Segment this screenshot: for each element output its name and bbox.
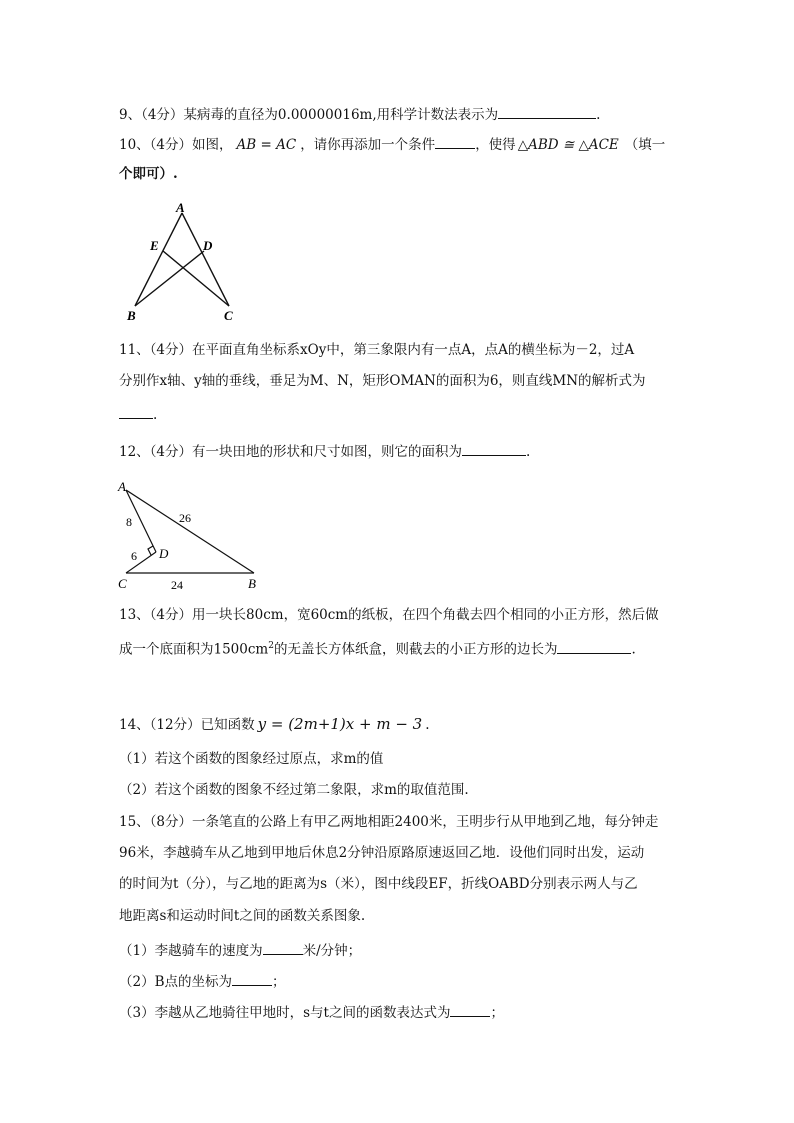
math-expression: △ABD ≅ △ACE [517,137,619,153]
question-score: （12分） [149,717,201,733]
segment-ab [135,213,182,306]
math-expression: y = (2m+1)x + m − 3 [257,715,423,733]
question-number: 14、 [119,717,150,733]
question-text: 一条笔直的公路上有甲乙两地相距2400米，王明步行从甲地到乙地，每分钟走 [192,814,659,830]
question-text: ； [272,974,286,990]
question-text: （填一 [624,137,666,153]
question-score: （4分） [149,444,193,460]
question-text: 已知函数 [200,717,255,733]
question-text: 用一块长80cm，宽60cm的纸板，在四个角截去四个相同的小正方形，然后做 [192,607,659,623]
question-number: 12、 [119,444,150,460]
question-12 [119,441,530,462]
question-text: . [596,107,601,123]
label-d: D [203,238,213,253]
length-ab: 26 [179,511,191,525]
question-score: （4分） [141,107,184,123]
question-text: ； [490,1005,504,1021]
question-text: . [631,641,636,658]
question-number: 9、 [119,107,142,123]
question-11 [119,340,634,360]
segment-ab [126,490,254,573]
question-text: . [526,444,531,460]
length-ad: 8 [126,515,132,529]
question-13-line2 [119,636,636,660]
question-number: 11、 [119,342,150,358]
label-c: C [118,576,127,591]
question-text: ，使得 [475,137,516,153]
question-text: 成一个底面积为1500cm [119,641,269,658]
right-angle-mark [148,546,153,555]
answer-blank [450,1002,490,1017]
label-a: A [118,479,126,494]
question-text: . [425,717,430,733]
question-14-sub1: （1）若这个函数的图象经过原点，求m的值 [119,751,384,767]
question-number: 13、 [119,607,150,623]
answer-blank [232,971,272,986]
question-text: 在平面直角坐标系xOy中，第三象限内有一点A，点A的横坐标为－2，过A [192,342,635,358]
question-text: 某病毒的直径为0.00000016m,用科学计数法表示为 [183,107,499,123]
question-score: （8分） [149,814,193,830]
question-10 [119,134,665,155]
segment-ce [163,251,229,306]
question-9 [119,104,600,125]
question-number: 10、 [119,137,150,153]
answer-blank [557,639,631,654]
answer-blank [263,940,303,955]
question-text: （3）李越从乙地骑往甲地时，s与t之间的函数表达式为 [119,1005,451,1021]
length-cb: 24 [171,578,183,592]
answer-blank [435,134,475,149]
label-c: C [224,308,233,323]
question-text: （1）李越骑车的速度为 [119,943,263,959]
superscript: 2 [268,641,274,651]
question-10-line2: 个即可）. [119,166,178,182]
question-14-sub2: （2）若这个函数的图象不经过第二象限，求m的取值范围. [119,782,469,798]
question-13 [119,605,659,625]
question-15-sub1 [119,940,361,961]
label-e: E [150,238,159,253]
question-15-line2: 96米，李越骑车从乙地到甲地后休息2分钟沿原路原速返回乙地．设他们同时出发，运动 [119,845,645,861]
label-a: A [176,200,185,215]
question-text: （2）B点的坐标为 [119,974,233,990]
question-15-sub2 [119,971,286,992]
label-b: B [127,308,136,323]
triangle-figure-2 [112,476,272,594]
question-14 [119,714,430,735]
question-text: 有一块田地的形状和尺寸如图，则它的面积为 [192,444,463,460]
question-text: 的无盖长方体纸盒，则截去的小正方形的边长为 [273,641,558,658]
question-text: 米/分钟； [302,943,362,959]
question-score: （4分） [149,342,193,358]
question-score: （4分） [149,137,193,153]
answer-blank [498,104,596,119]
answer-blank [462,441,526,456]
question-text: 如图， [192,137,233,153]
question-11-line2: 分别作x轴、y轴的垂线，垂足为M、N，矩形OMAN的面积为6，则直线MN的解析式为 [119,373,646,389]
question-score: （4分） [149,607,193,623]
question-15-sub3 [119,1002,504,1023]
question-number: 15、 [119,814,150,830]
triangle-figure-1 [120,196,250,324]
label-b: B [248,576,256,591]
label-d: D [159,546,169,561]
length-cd: 6 [131,549,137,563]
question-15-line4: 地距离s和运动时间t之间的函数关系图象. [119,908,366,924]
segment-ac [182,213,229,306]
question-15 [119,812,658,832]
question-11-line3 [119,404,157,425]
question-text: ，请你再添加一个条件 [300,137,436,153]
math-expression: AB = AC [236,137,297,153]
question-text: . [153,407,158,423]
question-15-line3: 的时间为t（分），与乙地的距离为s（米），图中线段EF，折线OABD分别表示两人与乙 [119,876,638,892]
segment-bd [135,251,204,306]
answer-blank [119,404,153,419]
